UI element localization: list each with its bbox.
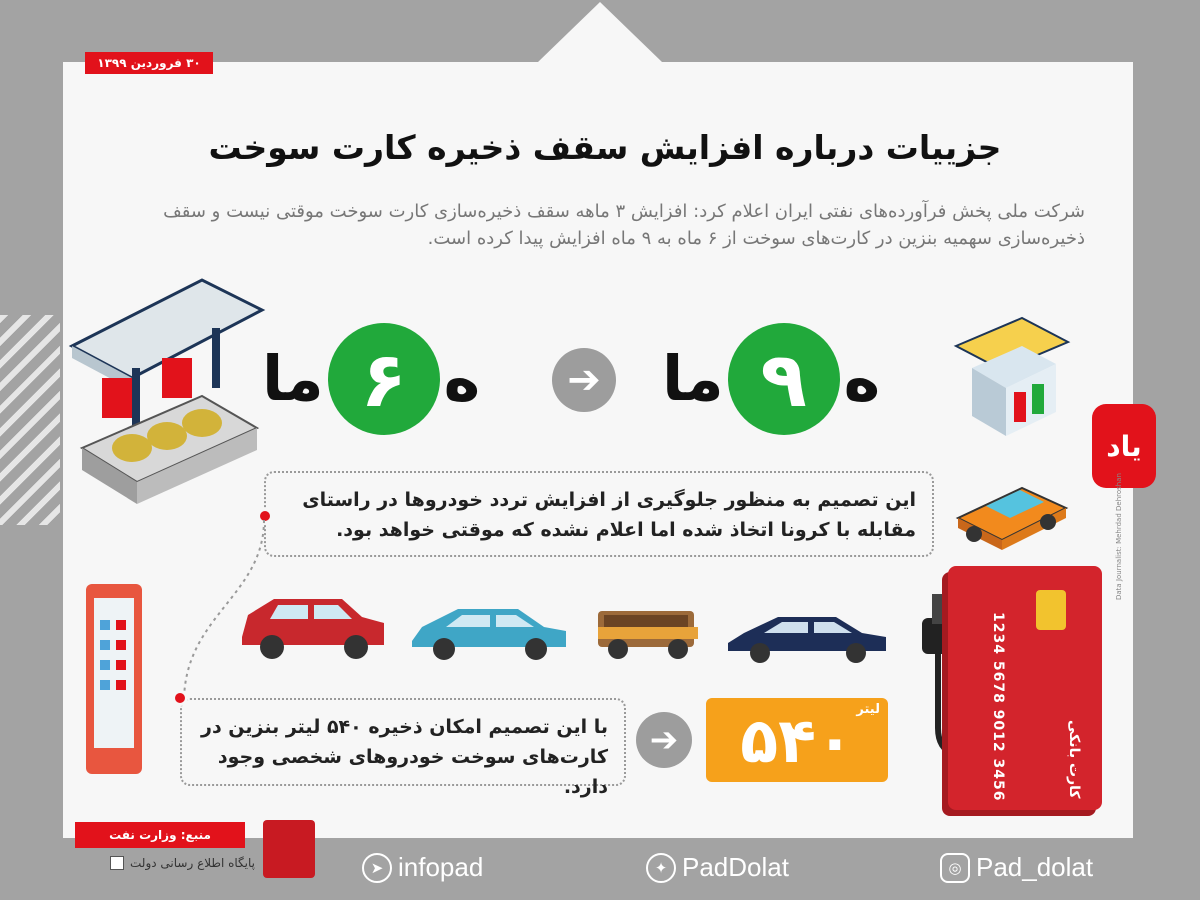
twitter-handle: PadDolat: [682, 852, 789, 882]
note-capacity: با این تصمیم امکان ذخیره ۵۴۰ لیتر بنزین در کارت‌های سوخت خودروهای شخصی وجود دارد.: [180, 698, 626, 786]
fuel-station-icon: [952, 316, 1072, 444]
gas-station-illustration: [62, 268, 267, 533]
from-months-left: ما: [262, 342, 324, 415]
note-restriction: این تصمیم به منظور جلوگیری از افزایش تردد خودروها در راستای مقابله با کرونا اتخاذ شده اما اعلام نشده که موقتی خواهد بود.: [264, 471, 934, 557]
portal-label: [80, 856, 255, 870]
checkbox-icon: [110, 856, 124, 870]
instagram-icon: ◎: [940, 853, 970, 883]
card-label: کارت بانکی: [1066, 720, 1082, 799]
decorative-stripes: [0, 315, 60, 525]
from-months-number: ۶: [328, 323, 440, 435]
to-months-number: ۹: [728, 323, 840, 435]
card-number: 1234 5678 9012 3456: [990, 612, 1006, 802]
from-months-right: ه: [443, 342, 481, 415]
lead-paragraph: شرکت ملی پخش فرآورده‌های نفتی ایران اعلام کرد: افزایش ۳ ماهه سقف ذخیره‌سازی کارت سوخت موقتی نیست و سقف ذخیره‌سازی سهمیه بنزین در کارت‌های سوخت از ۶ ماه به ۹ ماه افزایش پیدا کرده است.: [163, 201, 1085, 249]
arrow-right-icon: ➔: [552, 348, 616, 412]
orange-car-icon: [952, 468, 1072, 558]
red-car-icon: [238, 593, 388, 663]
litre-value: ۵۴۰: [740, 704, 854, 777]
arrow-right-icon: ➔: [636, 712, 692, 768]
navy-car-icon: [724, 613, 890, 663]
twitter-icon: ✦: [646, 853, 676, 883]
instagram-link[interactable]: [940, 852, 1093, 883]
from-months-label: [262, 320, 480, 438]
telegram-link[interactable]: [362, 852, 483, 883]
note-dot: [172, 690, 188, 706]
government-emblem: [263, 820, 315, 878]
data-journalist-credit: Data Journalist: Mehrdad Dehroshan: [1115, 473, 1123, 600]
source-badge: منبع: وزارت نفت: [75, 822, 245, 848]
telegram-icon: ➤: [362, 853, 392, 883]
to-months-left: ما: [662, 342, 724, 415]
litre-badge: [706, 698, 888, 782]
card-notch: [538, 2, 662, 62]
fuel-pump-icon: [80, 580, 150, 780]
telegram-handle: infopad: [398, 852, 484, 882]
to-months-right: ه: [843, 342, 881, 415]
card-chip: [1036, 590, 1066, 630]
blue-car-icon: [408, 603, 570, 663]
twitter-link[interactable]: [646, 852, 789, 883]
pad-logo: یاد: [1092, 404, 1156, 488]
to-months-label: [662, 320, 880, 438]
page-title: جزییات درباره افزایش سقف ذخیره کارت سوخت: [208, 128, 1002, 167]
instagram-handle: Pad_dolat: [976, 852, 1094, 882]
jeep-icon: [594, 603, 704, 663]
portal-text: پایگاه اطلاع رسانی دولت: [130, 856, 255, 870]
litre-unit: لیتر: [856, 702, 880, 717]
date-badge: ۳۰ فروردین ۱۳۹۹: [85, 52, 213, 74]
